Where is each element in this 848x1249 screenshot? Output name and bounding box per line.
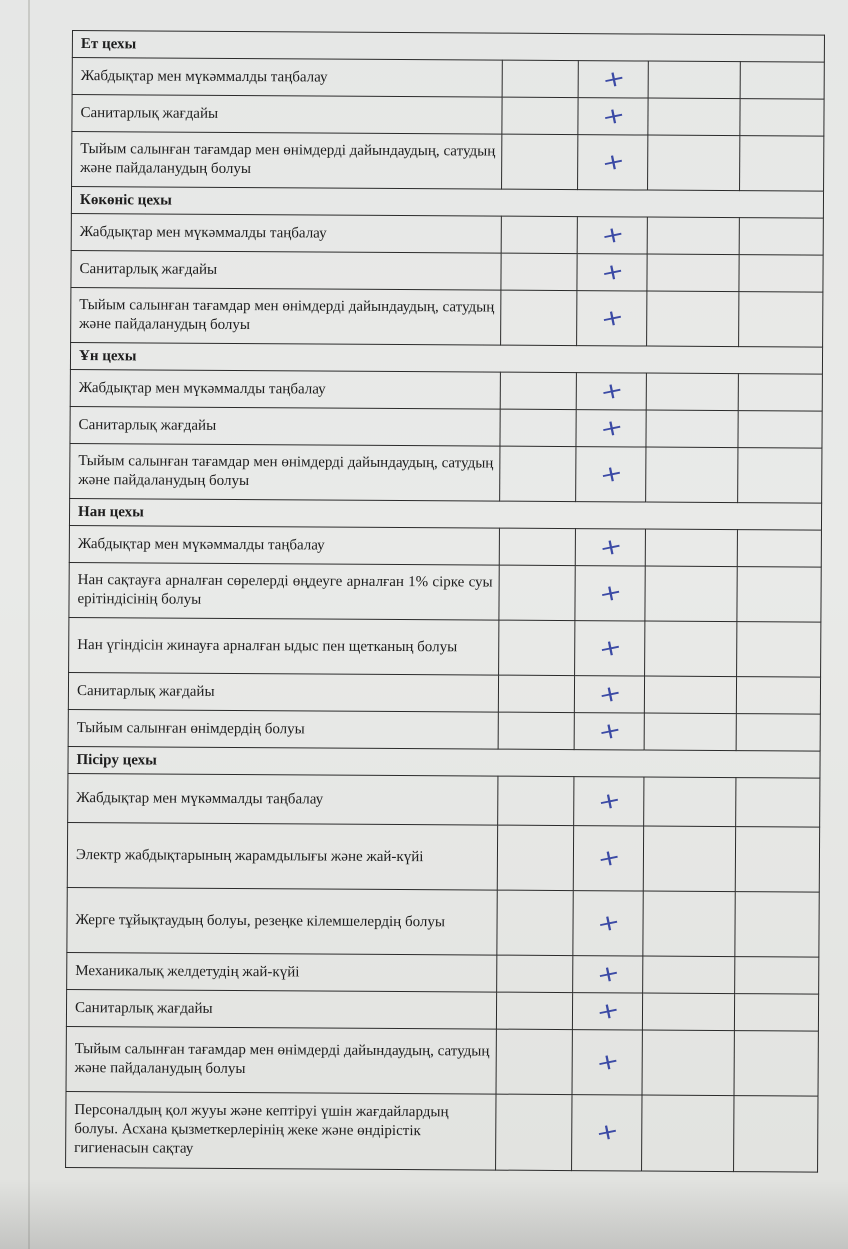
check-mark-glyph: + bbox=[595, 843, 624, 873]
empty-cell bbox=[735, 892, 819, 958]
empty-cell bbox=[646, 447, 738, 503]
item-text: Жабдықтар мен мүкәммалды таңбалау bbox=[69, 525, 499, 565]
check-mark bbox=[577, 254, 647, 291]
item-text: Тыйым салынған тағамдар мен өнімдерді дайындаудың, сатудың және пайдаланудың болуы bbox=[72, 132, 502, 190]
checklist-table bbox=[65, 30, 825, 1173]
table-row bbox=[68, 672, 820, 714]
empty-cell bbox=[736, 778, 820, 828]
check-mark-glyph: + bbox=[598, 376, 627, 406]
empty-cell bbox=[496, 992, 572, 1029]
section-title: Нан цехы bbox=[69, 498, 821, 530]
check-mark-glyph: + bbox=[597, 532, 626, 562]
item-text: Санитарлық жағдайы bbox=[70, 406, 500, 446]
empty-cell bbox=[498, 776, 574, 825]
check-mark bbox=[573, 956, 643, 993]
table-row bbox=[70, 369, 822, 411]
paper-edge bbox=[28, 0, 30, 1249]
check-mark-glyph: + bbox=[598, 413, 626, 443]
empty-cell bbox=[644, 777, 736, 827]
empty-cell bbox=[642, 993, 734, 1031]
empty-cell bbox=[736, 677, 820, 715]
empty-cell bbox=[500, 372, 576, 409]
check-mark-glyph: + bbox=[597, 578, 625, 608]
section-title: Ет цехы bbox=[72, 31, 824, 63]
empty-cell bbox=[645, 621, 737, 677]
empty-cell bbox=[734, 994, 818, 1032]
table-row bbox=[69, 525, 821, 567]
section-title: Пісіру цехы bbox=[68, 746, 820, 778]
check-mark-glyph: + bbox=[595, 786, 624, 816]
section-title: Көкөніс цехы bbox=[71, 187, 823, 219]
empty-cell bbox=[502, 134, 578, 189]
check-mark-glyph: + bbox=[598, 303, 627, 333]
item-text: Санитарлық жағдайы bbox=[71, 250, 501, 290]
empty-cell bbox=[648, 135, 740, 191]
empty-cell bbox=[740, 62, 824, 100]
empty-cell bbox=[735, 827, 819, 893]
check-mark-glyph: + bbox=[593, 1118, 622, 1148]
check-mark bbox=[574, 676, 644, 713]
item-text: Тыйым салынған тағамдар мен өнімдерді дайындаудың, сатудың және пайдаланудың болуы bbox=[66, 1026, 496, 1094]
check-mark bbox=[576, 373, 646, 410]
check-mark-glyph: + bbox=[596, 679, 625, 709]
item-text: Тыйым салынған тағамдар мен өнімдерді дайындаудың, сатудың және пайдаланудың болуы bbox=[70, 443, 500, 501]
empty-cell bbox=[739, 292, 823, 348]
empty-cell bbox=[497, 955, 573, 992]
table-row bbox=[71, 287, 823, 347]
check-mark bbox=[575, 566, 645, 621]
empty-cell bbox=[738, 448, 822, 504]
check-mark-glyph: + bbox=[597, 459, 626, 489]
check-mark-glyph: + bbox=[594, 996, 623, 1026]
check-mark bbox=[576, 447, 646, 502]
empty-cell bbox=[501, 290, 577, 345]
table-row bbox=[72, 132, 824, 192]
check-mark bbox=[578, 61, 648, 98]
item-text: Санитарлық жағдайы bbox=[68, 672, 498, 712]
empty-cell bbox=[740, 136, 824, 192]
table-row bbox=[72, 58, 824, 100]
empty-cell bbox=[501, 216, 577, 253]
check-mark-glyph: + bbox=[599, 220, 628, 250]
check-mark bbox=[576, 410, 646, 447]
check-mark bbox=[572, 1030, 642, 1095]
table-row bbox=[72, 95, 824, 137]
empty-cell bbox=[645, 566, 737, 622]
empty-cell bbox=[647, 217, 739, 255]
empty-cell bbox=[644, 676, 736, 714]
empty-cell bbox=[738, 411, 822, 449]
item-text: Тыйым салынған өнімдердің болуы bbox=[68, 709, 498, 749]
check-mark bbox=[574, 777, 644, 826]
checklist-body bbox=[66, 31, 825, 1173]
item-text: Жабдықтар мен мүкәммалды таңбалау bbox=[72, 58, 502, 98]
check-mark bbox=[573, 891, 643, 956]
empty-cell bbox=[737, 567, 821, 623]
empty-cell bbox=[647, 254, 739, 292]
check-mark-glyph: + bbox=[599, 147, 628, 177]
empty-cell bbox=[496, 1094, 572, 1170]
empty-cell bbox=[740, 99, 824, 137]
check-mark-glyph: + bbox=[599, 257, 627, 287]
empty-cell bbox=[643, 891, 735, 957]
table-row bbox=[69, 562, 821, 622]
empty-cell bbox=[642, 1095, 734, 1172]
item-text: Нан сақтауға арналған сөрелерді өңдеуге арналған 1% сірке суы ерітіндісінің болуы bbox=[69, 562, 499, 620]
empty-cell bbox=[643, 826, 735, 892]
table-row bbox=[67, 952, 819, 994]
empty-cell bbox=[502, 97, 578, 134]
empty-cell bbox=[645, 529, 737, 567]
empty-cell bbox=[739, 218, 823, 256]
check-mark bbox=[572, 993, 642, 1030]
check-mark bbox=[578, 98, 648, 135]
empty-cell bbox=[735, 957, 819, 995]
table-row bbox=[70, 406, 822, 448]
empty-cell bbox=[497, 825, 573, 890]
check-mark-glyph: + bbox=[596, 716, 625, 746]
empty-cell bbox=[497, 890, 573, 955]
item-text: Тыйым салынған тағамдар мен өнімдерді дайындаудың, сатудың және пайдаланудың болуы bbox=[71, 287, 501, 345]
empty-cell bbox=[501, 253, 577, 290]
check-mark-glyph: + bbox=[594, 959, 623, 989]
check-mark bbox=[572, 1095, 642, 1171]
empty-cell bbox=[734, 1096, 818, 1173]
empty-cell bbox=[500, 409, 576, 446]
item-text: Жабдықтар мен мүкәммалды таңбалау bbox=[70, 369, 500, 409]
empty-cell bbox=[642, 1030, 734, 1096]
empty-cell bbox=[500, 446, 576, 501]
empty-cell bbox=[647, 291, 739, 347]
table-row bbox=[68, 709, 820, 751]
empty-cell bbox=[734, 1031, 818, 1097]
table-row bbox=[71, 213, 823, 255]
empty-cell bbox=[496, 1029, 572, 1094]
table-row bbox=[66, 989, 818, 1031]
table-row bbox=[66, 1091, 818, 1172]
empty-cell bbox=[738, 374, 822, 412]
empty-cell bbox=[648, 61, 740, 99]
empty-cell bbox=[648, 98, 740, 136]
empty-cell bbox=[499, 620, 575, 675]
item-text: Санитарлық жағдайы bbox=[72, 95, 502, 135]
item-text: Жабдықтар мен мүкәммалды таңбалау bbox=[68, 773, 498, 825]
checklist-sheet bbox=[65, 30, 824, 1173]
empty-cell bbox=[646, 410, 738, 448]
photo-shadow bbox=[0, 1179, 848, 1249]
check-mark bbox=[575, 529, 645, 566]
check-mark-glyph: + bbox=[600, 101, 628, 131]
empty-cell bbox=[643, 956, 735, 994]
empty-cell bbox=[737, 622, 821, 678]
check-mark bbox=[577, 291, 647, 346]
check-mark bbox=[574, 713, 644, 750]
item-text: Механикалық желдетудің жай-күйі bbox=[67, 952, 497, 992]
empty-cell bbox=[499, 528, 575, 565]
check-mark bbox=[577, 217, 647, 254]
check-mark bbox=[575, 621, 645, 676]
item-text: Жабдықтар мен мүкәммалды таңбалау bbox=[71, 213, 501, 253]
empty-cell bbox=[644, 713, 736, 751]
table-row bbox=[68, 773, 820, 827]
empty-cell bbox=[499, 565, 575, 620]
check-mark-glyph: + bbox=[596, 633, 625, 663]
table-row bbox=[66, 1026, 818, 1096]
item-text: Санитарлық жағдайы bbox=[66, 989, 496, 1029]
empty-cell bbox=[498, 675, 574, 712]
item-text: Жерге тұйықтаудың болуы, резеңке кілемшелердің болуы bbox=[67, 887, 497, 955]
check-mark-glyph: + bbox=[600, 64, 629, 94]
item-text: Электр жабдықтарының жарамдылығы және жай-күйі bbox=[67, 822, 497, 890]
empty-cell bbox=[736, 714, 820, 752]
table-row bbox=[67, 822, 819, 892]
empty-cell bbox=[739, 255, 823, 293]
table-row bbox=[69, 617, 821, 677]
table-row bbox=[70, 443, 822, 503]
check-mark bbox=[573, 826, 643, 891]
empty-cell bbox=[502, 60, 578, 97]
table-row bbox=[67, 887, 819, 957]
check-mark-glyph: + bbox=[595, 908, 623, 938]
item-text: Нан үгіндісін жинауға арналған ыдыс пен щетканың болуы bbox=[69, 617, 499, 675]
table-row bbox=[71, 250, 823, 292]
empty-cell bbox=[646, 373, 738, 411]
empty-cell bbox=[737, 530, 821, 568]
check-mark-glyph: + bbox=[594, 1047, 623, 1077]
check-mark bbox=[578, 135, 648, 190]
section-title: Ұн цехы bbox=[70, 342, 822, 374]
empty-cell bbox=[498, 712, 574, 749]
item-text: Персоналдың қол жууы және кептіруі үшін жағдайлардың болуы. Асхана қызметкерлерінің жеке және өндірістік гигиенасын сақтау bbox=[66, 1091, 496, 1170]
